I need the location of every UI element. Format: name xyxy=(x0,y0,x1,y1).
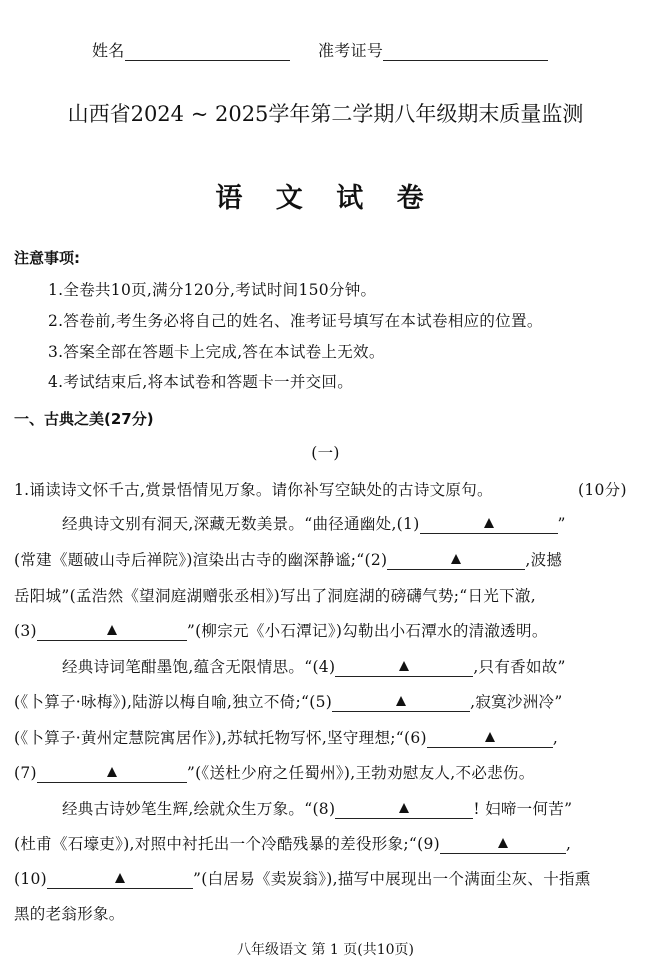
answer-blank-7 xyxy=(37,763,187,783)
section-heading: 一、古典之美(27分) xyxy=(14,410,154,428)
notice-item: 4.考试结束后,将本试卷和答题卡一并交回。 xyxy=(48,373,354,391)
triangle-icon xyxy=(484,518,494,528)
triangle-icon xyxy=(107,625,117,635)
name-underline xyxy=(125,45,290,61)
triangle-icon xyxy=(399,661,409,671)
triangle-icon xyxy=(399,803,409,813)
answer-blank-9 xyxy=(440,834,566,854)
answer-blank-6 xyxy=(427,728,553,748)
answer-blank-5 xyxy=(332,692,470,712)
para1-line1: 经典诗文别有洞天,深藏无数美景。“曲径通幽处,(1) ” xyxy=(62,515,566,533)
triangle-icon xyxy=(115,873,125,883)
question-stem: 1.诵读诗文怀千古,赏景悟情见万象。请你补写空缺处的古诗文原句。 xyxy=(14,481,493,499)
para3-line2: (杜甫《石壕吏》),对照中衬托出一个冷酷残暴的差役形象;“(9) , xyxy=(14,835,572,853)
triangle-icon xyxy=(451,554,461,564)
name-label: 姓名 xyxy=(92,41,125,60)
triangle-icon xyxy=(498,838,508,848)
para3-line4: 黑的老翁形象。 xyxy=(14,905,125,923)
id-label: 准考证号 xyxy=(318,41,384,60)
triangle-icon xyxy=(107,767,117,777)
para3-line3: (10) ”(白居易《卖炭翁》),描写中展现出一个满面尘灰、十指熏 xyxy=(14,870,591,888)
answer-blank-1 xyxy=(420,514,558,534)
notice-item: 3.答案全部在答题卡上完成,答在本试卷上无效。 xyxy=(48,343,385,361)
para3-line1: 经典古诗妙笔生辉,绘就众生万象。“(8) ! 妇啼一何苦” xyxy=(62,800,573,818)
notice-item: 1.全卷共10页,满分120分,考试时间150分钟。 xyxy=(48,281,377,299)
exam-title: 山西省2024 ~ 2025学年第二学期八年级期末质量监测 xyxy=(67,102,584,126)
triangle-icon xyxy=(485,732,495,742)
answer-blank-8 xyxy=(335,799,473,819)
para2-line2: (《卜算子·咏梅》),陆游以梅自喻,独立不倚;“(5) ,寂寞沙洲冷” xyxy=(14,693,563,711)
id-field xyxy=(318,38,548,61)
para2-line1: 经典诗词笔酣墨饱,蕴含无限情思。“(4) ,只有香如故” xyxy=(62,658,566,676)
subject-title: 语 文 试 卷 xyxy=(215,183,436,214)
para1-line2: (常建《题破山寺后禅院》)渲染出古寺的幽深静谧;“(2) ,波撼 xyxy=(14,551,563,569)
answer-blank-2 xyxy=(387,550,525,570)
para2-line3: (《卜算子·黄州定慧院寓居作》),苏轼托物写怀,坚守理想;“(6) , xyxy=(14,729,559,747)
name-field xyxy=(92,38,290,61)
id-underline xyxy=(383,45,548,61)
para2-line4: (7) ”(《送杜少府之任蜀州》),王勃劝慰友人,不必悲伤。 xyxy=(14,764,535,782)
para1-line4: (3) ”(柳宗元《小石潭记》)勾勒出小石潭水的清澈透明。 xyxy=(14,622,548,640)
notice-item: 2.答卷前,考生务必将自己的姓名、准考证号填写在本试卷相应的位置。 xyxy=(48,312,543,330)
triangle-icon xyxy=(396,696,406,706)
notice-heading: 注意事项: xyxy=(14,249,80,267)
para1-line3: 岳阳城”(孟浩然《望洞庭湖赠张丞相》)写出了洞庭湖的磅礴气势;“日光下澈, xyxy=(14,587,536,605)
page-footer: 八年级语文 第 1 页(共10页) xyxy=(237,942,414,958)
answer-blank-10 xyxy=(47,869,193,889)
subsection-heading: (一) xyxy=(311,444,340,462)
answer-blank-4 xyxy=(335,657,473,677)
answer-blank-3 xyxy=(37,621,187,641)
question-points: (10分) xyxy=(578,481,627,499)
